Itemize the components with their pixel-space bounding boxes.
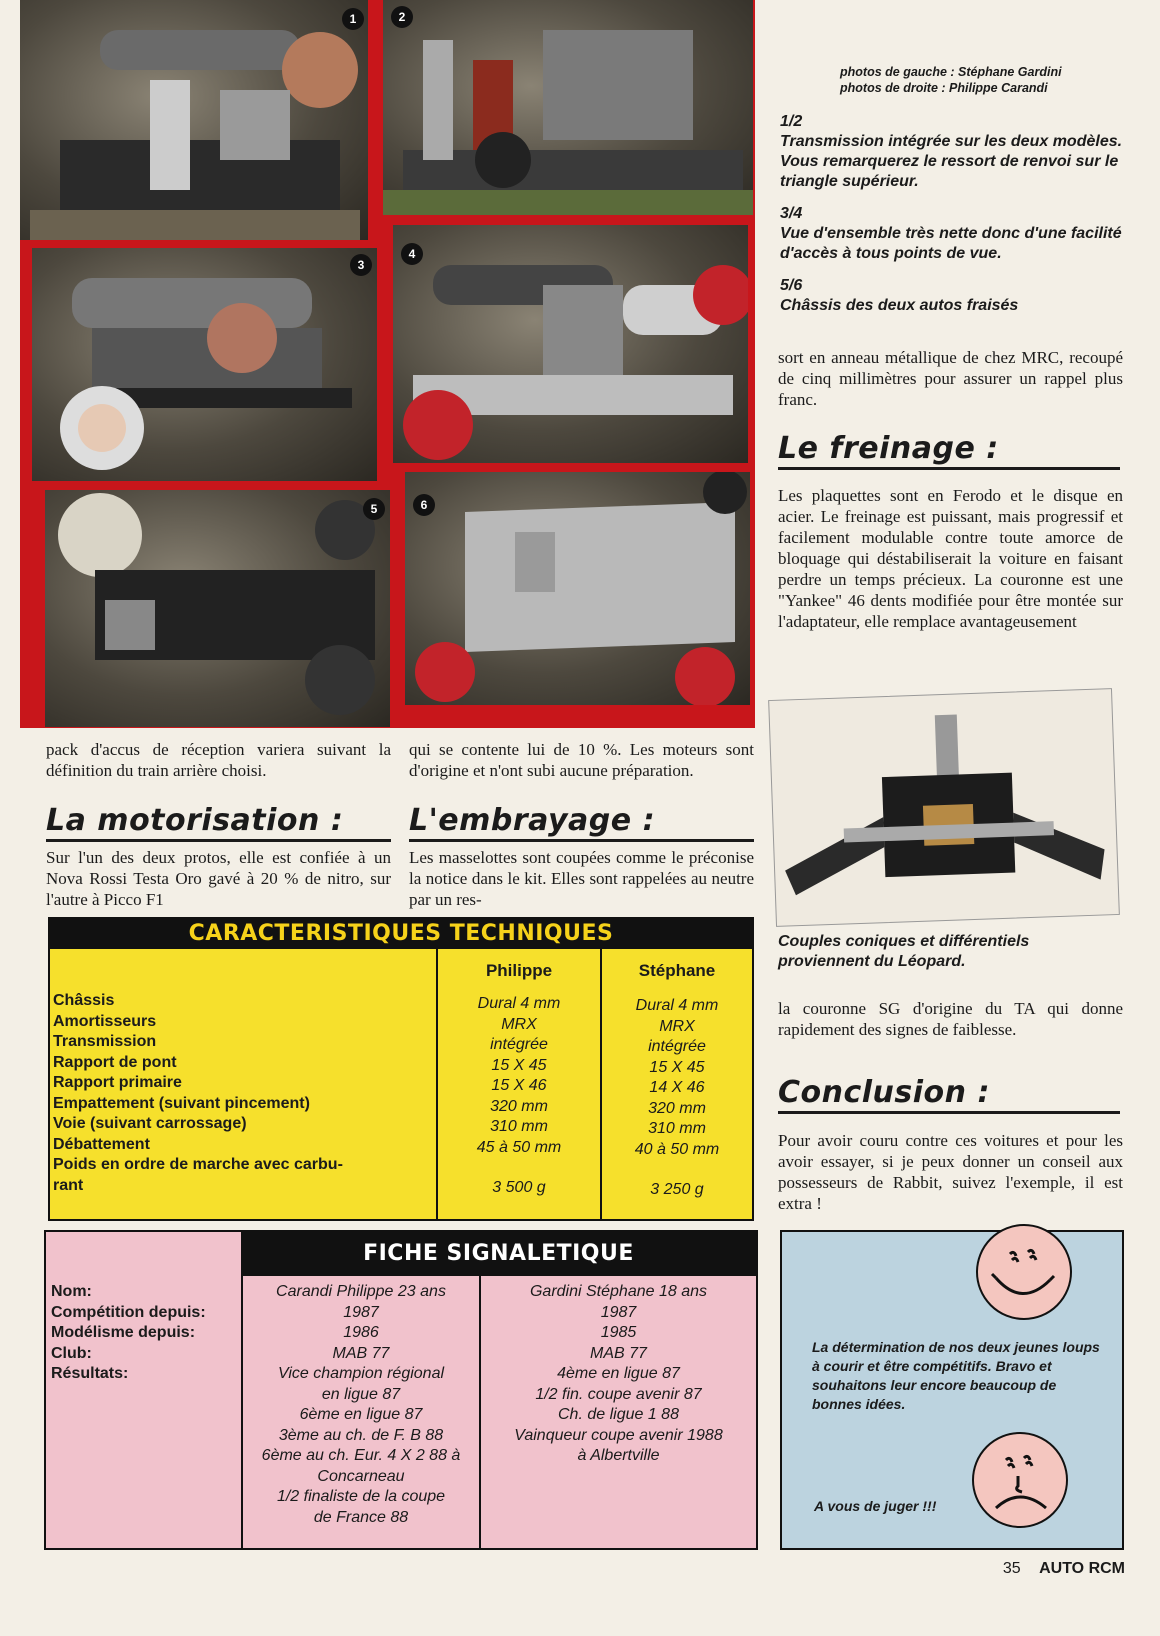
caption-label-2: 3/4 xyxy=(780,205,803,222)
tech-values-stephane xyxy=(602,996,752,1201)
fiche-value: en ligue 87 xyxy=(321,1385,401,1403)
tech-specs-title: CARACTERISTIQUES TECHNIQUES xyxy=(50,919,752,949)
fiche-value: de France 88 xyxy=(313,1508,409,1526)
tech-label-chassis: Châssis xyxy=(53,992,115,1009)
smiley-sad-icon xyxy=(972,1432,1068,1528)
tech-value-poids: 3 500 g xyxy=(492,1179,546,1196)
tech-col-philippe: Philippe xyxy=(485,961,553,980)
photo-credit-left: photos de gauche : Stéphane Gardini xyxy=(840,65,1062,79)
col2-text: Les masselottes sont coupées comme le préconise la notice dans le kit. Elles sont rappelées au neutre par un res- xyxy=(409,848,754,909)
tech-labels xyxy=(53,991,343,1196)
caption-text-3: Châssis des deux autos fraisés xyxy=(780,297,1019,314)
photo-number-4: 4 xyxy=(401,243,423,265)
photo-number-5: 5 xyxy=(363,498,385,520)
fiche-value: 1987 xyxy=(343,1303,379,1321)
photo-5 xyxy=(45,490,390,727)
photo-number-2: 2 xyxy=(391,6,413,28)
fiche-value: 4ème en ligue 87 xyxy=(557,1365,680,1382)
fiche-value: 6ème en ligue 87 xyxy=(299,1406,423,1423)
tech-value: Dural 4 mm xyxy=(635,997,719,1014)
tech-value: MRX xyxy=(659,1017,695,1035)
tech-value-poids: 3 250 g xyxy=(650,1181,704,1198)
tech-value: Dural 4 mm xyxy=(477,995,561,1012)
tech-values-philippe xyxy=(438,994,600,1199)
buggy-engine-top-illustration-icon xyxy=(393,225,748,463)
tech-label-poids-cont: rant xyxy=(53,1176,84,1194)
photo-4 xyxy=(393,225,748,463)
fiche-label-nom: Nom: xyxy=(51,1283,92,1300)
photo-1 xyxy=(20,0,368,240)
embrayage-heading: L'embrayage : xyxy=(409,804,754,842)
caption-label-1: 1/2 xyxy=(780,113,803,130)
page-number: 35 xyxy=(1002,1560,1021,1577)
fiche-value: 1986 xyxy=(343,1324,379,1341)
photo-6 xyxy=(405,472,750,705)
verdict-text: La détermination de nos deux jeunes loups à courir et être compétitifs. Bravo et souhaitons leur encore beaucoup de bonnes idées. xyxy=(812,1339,1100,1412)
conclusion-text: Pour avoir couru contre ces voitures et pour les avoir essayer, si je peux donner un conseil aux possesseurs de Rabbit, suivez l'exemple, il est extra ! xyxy=(778,1131,1123,1213)
tech-value: intégrée xyxy=(648,1038,706,1055)
fiche-values-philippe xyxy=(243,1282,479,1528)
tech-label-voie: Voie (suivant carrossage) xyxy=(53,1115,247,1132)
tech-value: 40 à 50 mm xyxy=(634,1140,720,1158)
col1-intro-text: pack d'accus de réception variera suivant la définition du train arrière choisi. xyxy=(46,740,391,780)
tech-value: 45 à 50 mm xyxy=(476,1138,562,1156)
tech-value: 15 X 45 xyxy=(649,1058,705,1076)
photo-credit-right: photos de droite : Philippe Carandi xyxy=(840,81,1048,95)
fiche-signaletique-table xyxy=(44,1230,758,1550)
tech-label-debattement: Débattement xyxy=(53,1135,150,1153)
tech-label-transmission: Transmission xyxy=(53,1033,157,1050)
differential-illustration-icon xyxy=(769,689,1119,926)
tech-label-poids: Poids en ordre de marche avec carbu- xyxy=(53,1156,343,1173)
magazine-name: AUTO RCM xyxy=(1039,1560,1125,1577)
caption-text-2: Vue d'ensemble très nette donc d'une facilité d'accès à tous points de vue. xyxy=(780,225,1122,262)
tech-value: 14 X 46 xyxy=(649,1079,705,1096)
photo-3 xyxy=(32,248,377,481)
tech-value: 320 mm xyxy=(648,1099,706,1117)
photo-2 xyxy=(383,0,753,215)
fiche-value: 1/2 fin. coupe avenir 87 xyxy=(535,1385,702,1403)
fiche-label-modelisme: Modélisme depuis: xyxy=(51,1324,196,1341)
conclusion-heading: Conclusion : xyxy=(778,1076,1120,1114)
photo-number-3: 3 xyxy=(350,254,372,276)
page-footer xyxy=(985,1560,1125,1578)
smiley-happy-icon xyxy=(976,1224,1072,1320)
freinage-text: Les plaquettes sont en Ferodo et le disque en acier. Le freinage est puissant, mais progressif et facilement modulable contre toute amorce de bloquage qui déstabiliserait la voiture en faisant perdre un temps précieux. La couronne est une "Yankee" 46 dents modifiée pour être montée sur l'adaptateur, elle remplace avantageusement xyxy=(778,486,1123,631)
fiche-labels xyxy=(51,1282,206,1385)
right-intro-text: sort en anneau métallique de chez MRC, recoupé de cinq millimètres pour assurer un rappel plus franc. xyxy=(778,348,1123,409)
fiche-value: 1987 xyxy=(600,1303,637,1321)
fiche-value: Vainqueur coupe avenir 1988 xyxy=(514,1426,723,1444)
fiche-value: MAB 77 xyxy=(332,1344,390,1362)
fiche-value: Ch. de ligue 1 88 xyxy=(558,1406,679,1423)
fiche-value: Concarneau xyxy=(317,1467,405,1485)
tech-specs-table xyxy=(48,917,754,1221)
fiche-value: à Albertville xyxy=(577,1447,660,1464)
fiche-value: 1985 xyxy=(600,1324,637,1341)
buggy-side-view-illustration-icon xyxy=(32,248,377,481)
photo-number-6: 6 xyxy=(413,494,435,516)
verdict-box xyxy=(780,1230,1124,1550)
smiley-sad-face xyxy=(974,1434,1066,1526)
fiche-label-competition: Compétition depuis: xyxy=(51,1303,206,1321)
tech-value: intégrée xyxy=(490,1036,548,1053)
fiche-label-resultats: Résultats: xyxy=(51,1365,129,1382)
caption-label-3: 5/6 xyxy=(780,277,803,294)
freinage-heading: Le freinage : xyxy=(778,432,1120,470)
differential-photo xyxy=(768,688,1120,927)
tech-label-rapport-primaire: Rapport primaire xyxy=(53,1074,182,1091)
col2-intro-text: qui se contente lui de 10 %. Les moteurs sont d'origine et n'ont subi aucune préparation. xyxy=(409,740,754,780)
tech-label-empattement: Empattement (suivant pincement) xyxy=(53,1094,310,1112)
fiche-value: MAB 77 xyxy=(590,1344,647,1362)
motorisation-heading: La motorisation : xyxy=(46,804,391,842)
tech-value: 310 mm xyxy=(490,1118,548,1135)
fiche-value: Gardini Stéphane 18 ans xyxy=(529,1283,707,1300)
tech-value: 310 mm xyxy=(648,1120,706,1137)
right-cont-text: la couronne SG d'origine du TA qui donne rapidement des signes de faiblesse. xyxy=(778,999,1123,1039)
photo-number-1: 1 xyxy=(342,8,364,30)
fiche-label-club: Club: xyxy=(51,1344,92,1362)
fiche-value: 6ème au ch. Eur. 4 X 2 88 à xyxy=(261,1447,461,1464)
col1-text: Sur l'un des deux protos, elle est confiée à un Nova Rossi Testa Oro gavé à 20 % de nitro, sur l'autre à Picco F1 xyxy=(46,848,391,909)
photo-credits xyxy=(840,64,1110,96)
fiche-value: Carandi Philippe 23 ans xyxy=(276,1283,446,1300)
fiche-value: Vice champion régional xyxy=(277,1365,445,1382)
caption-text-1: Transmission intégrée sur les deux modèles. Vous remarquerez le ressort de renvoi sur le triangle supérieur. xyxy=(780,133,1123,190)
chassis-underside-illustration-icon xyxy=(45,490,390,727)
milled-chassis-illustration-icon xyxy=(405,472,750,705)
fiche-title: FICHE SIGNALETIQUE xyxy=(363,1241,634,1266)
smiley-happy-face xyxy=(978,1226,1070,1318)
buggy-engine-illustration-icon xyxy=(20,0,368,240)
fiche-value: 3ème au ch. de F. B 88 xyxy=(278,1426,444,1444)
tech-value: 15 X 46 xyxy=(491,1077,547,1094)
tech-value: 320 mm xyxy=(490,1097,548,1115)
tech-value: MRX xyxy=(501,1015,537,1033)
buggy-transmission-illustration-icon xyxy=(383,0,753,215)
fiche-values-stephane xyxy=(481,1282,756,1467)
photo-captions xyxy=(780,112,1125,316)
tech-label-amortisseurs: Amortisseurs xyxy=(53,1012,157,1030)
tech-col-stephane: Stéphane xyxy=(638,961,716,980)
tech-value: 15 X 45 xyxy=(491,1056,547,1074)
tech-label-rapport-pont: Rapport de pont xyxy=(53,1053,177,1071)
fiche-value: 1/2 finaliste de la coupe xyxy=(276,1488,446,1505)
verdict-bottom-text: A vous de juger !!! xyxy=(814,1498,937,1514)
differential-photo-caption: Couples coniques et différentiels proviennent du Léopard. xyxy=(778,933,1030,970)
